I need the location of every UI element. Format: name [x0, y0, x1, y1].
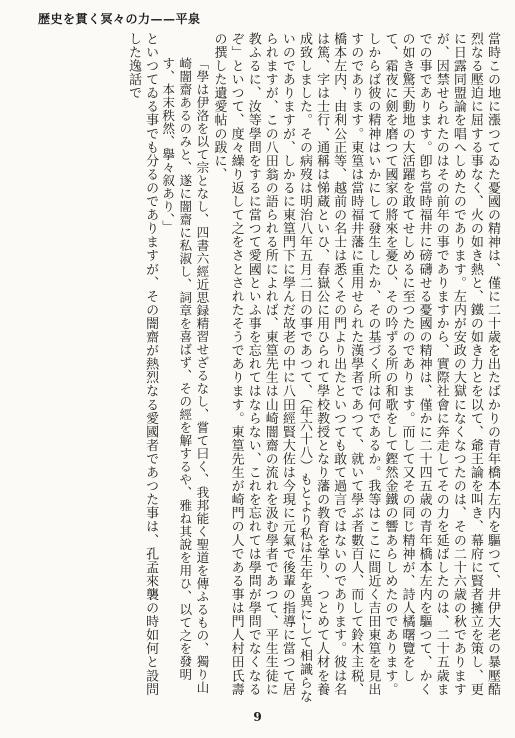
page-number: 9 [253, 710, 262, 724]
paragraph-2: しからば彼の精神はいかにして發生したか、その基づく所は何であるか。我等はここに間近く吉田東篁を見出すのであります。東篁は當時福井藩に重用せられた漢學者であつて、就いて學ぶ者數百人、而して鈴木主税、橋本左内、由利公正等、越前の名士は悉くその門より出たといつても敢て過言ではないのであります。彼は名は篤、字は士行、通稱は悌蔵といひ、春嶽公に用ひられて學校教授となり藩の教育を掌り、つとめて人材を養成致しました。その病歿は明治八年五月二日の事であつて、（年六十八）もとより私は生年を異にして相識らないのでありますが、しかるに東篁門下に學んだ故老の中に八田經賢大佐は今現に元氣で後輩の指導に當つて居られますが、この八田翁の語られる所によれば、東篁先生は山崎闇齋の流れを汲む學者であつて、平生生徒に教ふるに、汝等學問をするに當つて愛國といふ事を忘れてはならない、これを忘れては學問が學問でなくなるぞ」といつて、度々繰り返して之をさとされたそうであります。東篁先生が崎門の人である事は門人村田氏壽の撰した遺愛帖の跋に、 [211, 32, 381, 703]
block-quote: 「學は伊洛を以て宗となし、四書六經近思録精習せざるなし、嘗て曰く、我邦能く聖道を傳ふるもの、獨り山崎闇齋あるのみと、遂に闇齋に私淑し、詞章を喜ばず、その經を解するや、雅ね其說を用ひ、以て之を發明す、本末秩然、擧々叙あり、」 [160, 57, 210, 695]
body-text [41, 32, 501, 704]
paragraph-1: 當時この地に漲つてゐた憂國の精神は、僅に二十歳を出たばかりの青年橋本左内を驅つて、井伊大老の暴壓酷烈なる壓迫に屈する事なく、火の如き熱と、鐵の如き力とを以て、爺王論を叫き、幕府に賢者擁立を策し、更に日露同盟論を唱へしめたのであります。左内が安政の大獄になくなつたのは、その二十六歳の秋でありますが、因禁せられたのはその前年の事でありますから、實際社會に奔走してその力を延ばしたのは、二十五歳までの事であります。卽ち當時福井に磅礴せる憂國の精神は、僅かに二十四五歳の青年橋本左内を驅つて、かくの如き驚天動地の大活躍を敢てせしめるに至つたのであります。而して又その同じ精神が、詩人橘曙覽をして、霜夜に劍を磨つて國家の將來を憂ひ、その吟ずる所の和歌をして鏗然金鐵の響あらしめたのであります。 [382, 32, 500, 696]
closing-paragraph: といつてゐる事でも分るのでありますが、その闇齋が熱烈なる愛國者であつた事は、孔孟來襲の時如何と設問した逸話で [126, 32, 159, 696]
running-head: 歴史を貫く冥々の力——平泉 [38, 12, 201, 26]
